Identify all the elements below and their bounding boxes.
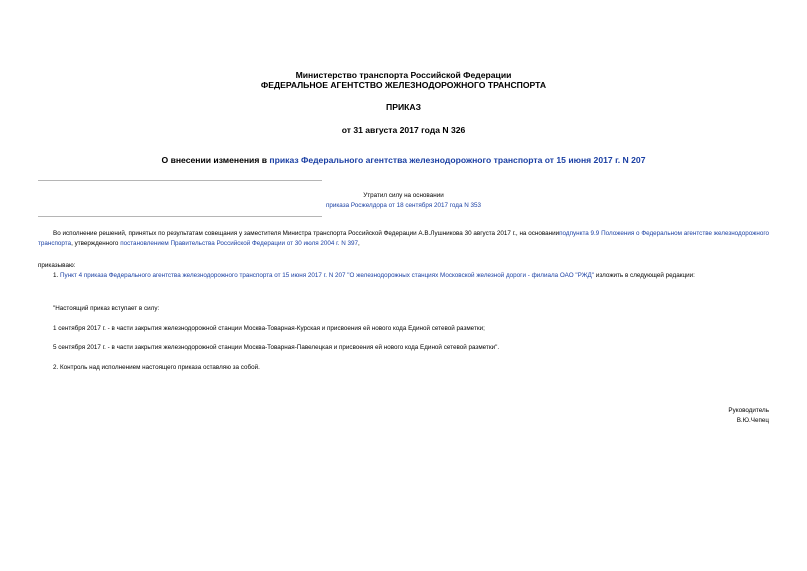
order-word: приказываю: (38, 262, 76, 269)
status-note-link[interactable]: приказа Росжелдора от 18 сентября 2017 года N 353 (325, 202, 482, 209)
intro-link-resolution[interactable]: постановлением Правительства Российской Федерации от 30 июля 2004 г. N 397 (120, 240, 359, 247)
signature-name: В.Ю.Чепец (736, 417, 769, 424)
intro-link-regulation[interactable]: подпункта 9.9 Положения о Федеральном агентстве железнодорожного транспорта (38, 230, 770, 247)
item1-text: изложить в следующей редакции: (594, 272, 695, 279)
intro-text-2: , утвержденного (71, 240, 121, 247)
quote-line-2: 1 сентября 2017 г. - в части закрытия железнодорожной станции Москва-Товарная-Курская и присвоения ей нового кода Единой сетевой разметки; (53, 325, 485, 332)
subject-link[interactable]: приказ Федерального агентства железнодорожного транспорта от 15 июня 2017 г. N 207 (269, 155, 646, 165)
order-item-1 (38, 271, 769, 281)
quote-line-3: 5 сентября 2017 г. - в части закрытия железнодорожной станции Москва-Товарная-Павелецкая и присвоения ей нового кода Единой сетевой разметки". (53, 344, 500, 351)
quote-line-1: "Настоящий приказ вступает в силу: (53, 305, 160, 312)
item1-number: 1. (53, 272, 61, 279)
document-type-heading: ПРИКАЗ (386, 102, 421, 112)
status-note-line1: Утратил силу на основании (363, 192, 444, 199)
subject-prefix: О внесении изменения в (161, 155, 270, 165)
document-subject (0, 155, 807, 165)
order-item-2: 2. Контроль над исполнением настоящего приказа оставляю за собой. (53, 364, 260, 371)
ministry-heading: Министерство транспорта Российской Федерации (295, 70, 512, 80)
separator-bottom (38, 216, 322, 217)
separator-top (38, 180, 322, 181)
item1-link[interactable]: Пункт 4 приказа Федерального агентства железнодорожного транспорта от 15 июня 2017 г. N 207 "О железнодорожных станциях Московской железной дороги - филиала ОАО "РЖД" (60, 272, 595, 279)
document-date-number: от 31 августа 2017 года N 326 (341, 125, 466, 135)
intro-text-3: , (358, 240, 360, 247)
signature-title: Руководитель (728, 407, 769, 414)
status-note-line2 (0, 202, 807, 209)
intro-paragraph (38, 229, 769, 249)
intro-text-1: Во исполнение решений, принятых по результатам совещания у заместителя Министра транспорта Российской Федерации А.В.Лушникова 30 августа 2017 г., на основании (53, 230, 560, 237)
agency-heading: ФЕДЕРАЛЬНОЕ АГЕНТСТВО ЖЕЛЕЗНОДОРОЖНОГО ТРАНСПОРТА (260, 80, 547, 90)
